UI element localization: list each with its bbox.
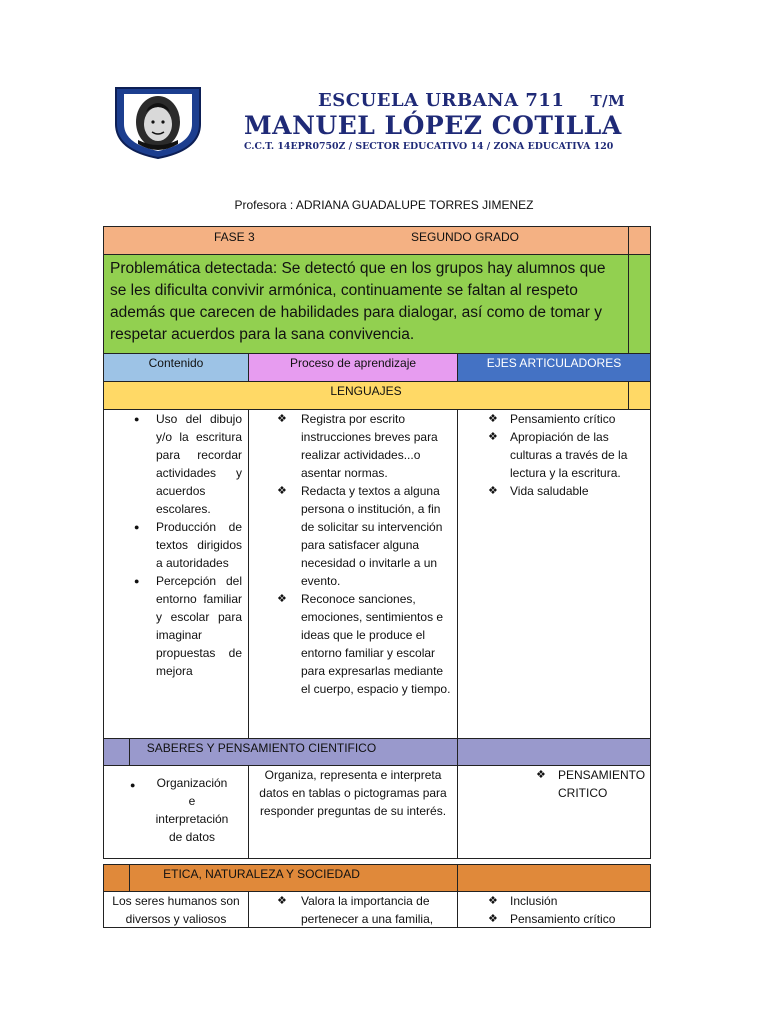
problem-statement: Problemática detectada: Se detectó que en los grupos hay alumnos que se les dificulta convivir armónica, continuamente se faltan al respeto además que carecen de habilidades para dialogar, así como de tomar y respetar acuerdos para la sana convivencia. [103,254,629,354]
grade-label: SEGUNDO GRADO [411,230,520,244]
saberes-contenido [103,765,249,859]
school-header [108,84,652,164]
planning-table [103,226,651,928]
section-title-end [457,864,651,892]
saberes-ejes [457,765,651,859]
phase-label: FASE 3 [214,230,255,244]
list-item: ● Uso del dibujo y/o la escritura para recordar actividades y acuerdos escolares. [104,410,248,518]
teacher-name: Profesora : ADRIANA GUADALUPE TORRES JIMENEZ [234,198,534,212]
header-ejes: EJES ARTICULADORES [457,353,651,382]
section-title-end [457,738,651,766]
bullet-diamond-icon: ❖ [536,769,546,781]
list-item: ❖ Redacta y textos a alguna persona o institución, a fin de solicitar su intervención para satisfacer alguna necesidad o invitarle a un evento. [249,482,457,590]
phase-row [103,226,629,255]
problem-row-end [628,254,651,354]
section-title-start [103,738,130,766]
section-title-start [103,864,130,892]
section-title-etica: ETICA, NATURALEZA Y SOCIEDAD [129,864,458,892]
school-name-block [244,90,654,152]
lenguajes-proceso [248,409,458,739]
list-item: ❖ Registra por escrito instrucciones breves para realizar actividades...o asentar normas. [249,410,457,482]
section-title-saberes: SABERES Y PENSAMIENTO CIENTIFICO [129,738,458,766]
list-item: ● Percepción del entorno familiar y escolar para imaginar propuestas de mejora [104,572,248,680]
lenguajes-contenido [103,409,249,739]
list-item: ❖ Vida saludable [458,482,650,500]
phase-row-end [628,226,651,255]
section-title-end [628,381,651,410]
bullet-dot-icon: ● [130,780,136,790]
list-item: ● Producción de textos dirigidos a autoridades [104,518,248,572]
header-contenido: Contenido [103,353,249,382]
section-title-lenguajes: LENGUAJES [103,381,629,410]
list-item: ❖ Pensamiento crítico [458,910,650,928]
etica-proceso [248,891,458,928]
list-item: ❖ Valora la importancia de pertenecer a una familia, [249,892,457,928]
school-codes: C.C.T. 14EPR0750Z / SECTOR EDUCATIVO 14 / ZONA EDUCATIVA 120 [244,141,614,152]
etica-contenido: Los seres humanos son diversos y valiosos [103,891,249,928]
list-item: ❖ Inclusión [458,892,650,910]
school-line1: ESCUELA URBANA 711 T/M [318,90,626,111]
lenguajes-ejes [457,409,651,739]
list-item: PENSAMIENTO CRITICO [558,768,646,800]
list-item: Organización e interpretación de datos [155,776,229,844]
etica-ejes [457,891,651,928]
list-item: ❖ Reconoce sanciones, emociones, sentimientos e ideas que le produce el entorno familiar y escolar para expresarlas mediante el cuerpo, espacio y tiempo. [249,590,457,698]
header-proceso: Proceso de aprendizaje [248,353,458,382]
school-seal-logo [108,84,208,160]
saberes-proceso: Organiza, representa e interpreta datos en tablas o pictogramas para responder preguntas de su interés. [248,765,458,859]
list-item: ❖ Pensamiento crítico [458,410,650,428]
list-item: ❖ Apropiación de las culturas a través de la lectura y la escritura. [458,428,650,482]
school-name: MANUEL LÓPEZ COTILLA [244,111,622,140]
